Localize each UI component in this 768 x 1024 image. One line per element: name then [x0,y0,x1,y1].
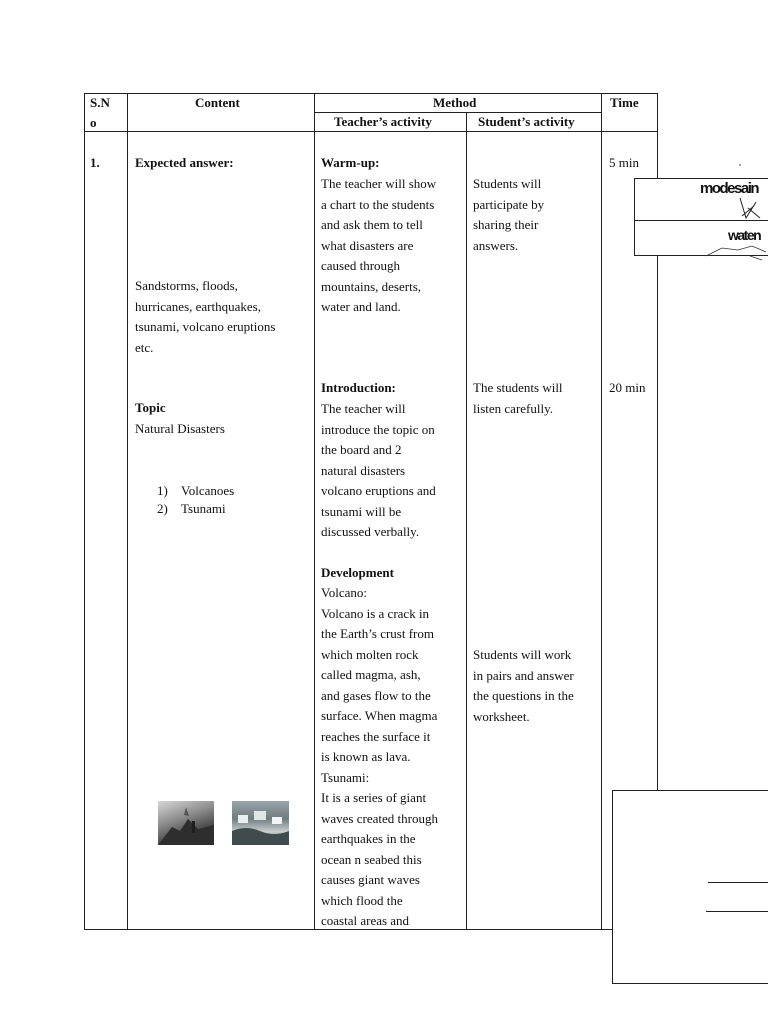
text-line: hurricanes, earthquakes, [135,298,261,314]
text-line: earthquakes in the [321,831,416,846]
text-line: The teacher will [321,401,406,416]
text-line: in pairs and answer [473,667,574,683]
text-line: surface. When magma [321,708,438,723]
student-warmup-text [473,174,544,256]
student-dev-text [473,645,574,727]
col-divider-sno [127,93,128,930]
header-student-activity: Student’s activity [478,114,575,129]
header-method: Method [433,95,477,110]
text-line: which flood the [321,892,403,908]
student-intro-text [473,378,563,419]
text-line: what disasters are [321,237,414,253]
text-line: The teacher will show [321,176,437,191]
text-line: etc. [135,339,154,355]
text-line: natural disasters [321,462,406,478]
tsunami-photo-art [232,801,289,845]
development-heading: Development [321,565,394,580]
text-line: the questions in the [473,688,574,703]
text-line: volcano eruptions and [321,483,436,498]
text-line: tsunami will be [321,503,402,519]
text-line: introduce the topic on [321,421,435,437]
text-line: Tsunami: [321,769,370,785]
introduction-heading: Introduction: [321,380,396,395]
header-sno: S.N [90,95,110,110]
header-bottom-border [84,131,658,132]
introduction-text [321,399,436,543]
text-line: causes giant waves [321,872,420,887]
topic-heading: Topic [135,400,166,415]
table-left-border [84,93,85,930]
list-item [157,482,234,500]
text-line: the Earth’s crust from [321,626,434,641]
side-chart-label-bottom: waten [728,227,761,243]
text-line: ocean n seabed this [321,851,422,867]
text-line: sharing their [473,217,539,232]
list-text: Volcanoes [181,483,235,498]
text-line: Students will [473,176,542,191]
header-content: Content [195,95,240,110]
side-blank-line-2 [706,911,768,912]
topic-list [157,482,234,518]
text-line: caused through [321,258,401,273]
time-introduction: 20 min [609,380,646,395]
text-line: Volcano is a crack in [321,605,430,621]
text-line: Students will work [473,647,572,662]
col-divider-teacher [466,112,467,930]
text-line: a chart to the students [321,196,435,212]
text-line: listen carefully. [473,400,554,416]
side-blank-line-1 [708,882,768,883]
list-number: 2) [157,501,168,516]
row-number: 1. [90,155,100,170]
side-chart-sketch [700,160,768,270]
text-line: Volcano: [321,585,367,600]
header-teacher-activity: Teacher’s activity [334,114,432,129]
text-line: It is a series of giant [321,790,427,805]
expected-answer-text [135,276,275,358]
side-blank-box [612,790,768,984]
warmup-text [321,174,436,318]
text-line: discussed verbally. [321,524,420,539]
time-warmup: 5 min [609,155,639,170]
text-line: waves created through [321,810,438,826]
list-item [157,500,234,518]
text-line: coastal areas and [321,913,410,928]
header-sno-cont: o [90,115,97,130]
col-divider-content [314,93,315,930]
volcano-photo-art [158,801,214,845]
text-line: the board and 2 [321,442,402,457]
text-line: and ask them to tell [321,217,423,232]
header-time: Time [610,95,639,110]
text-line: is known as lava. [321,749,411,764]
text-line: which molten rock [321,646,419,662]
tsunami-photo [232,801,289,845]
text-line: The students will [473,380,563,395]
list-number: 1) [157,483,168,498]
text-line: answers. [473,237,519,253]
volcano-photo [158,801,214,845]
text-line: reaches the surface it [321,728,431,744]
text-line: tsunami, volcano eruptions [135,319,276,334]
col-divider-student [601,93,602,930]
table-top-border [84,93,658,94]
text-line: worksheet. [473,708,530,724]
side-chart-label-top: modesain [700,180,759,197]
text-line: water and land. [321,299,401,314]
text-line: called magma, ash, [321,667,421,682]
topic-text: Natural Disasters [135,421,225,436]
development-text [321,583,438,932]
expected-answer-heading: Expected answer: [135,155,234,170]
text-line: Sandstorms, floods, [135,278,238,293]
text-line: mountains, deserts, [321,278,422,294]
warmup-heading: Warm-up: [321,155,380,170]
text-line: participate by [473,196,545,212]
method-subheader-divider [314,112,602,113]
list-text: Tsunami [181,501,226,516]
text-line: and gases flow to the [321,687,431,703]
